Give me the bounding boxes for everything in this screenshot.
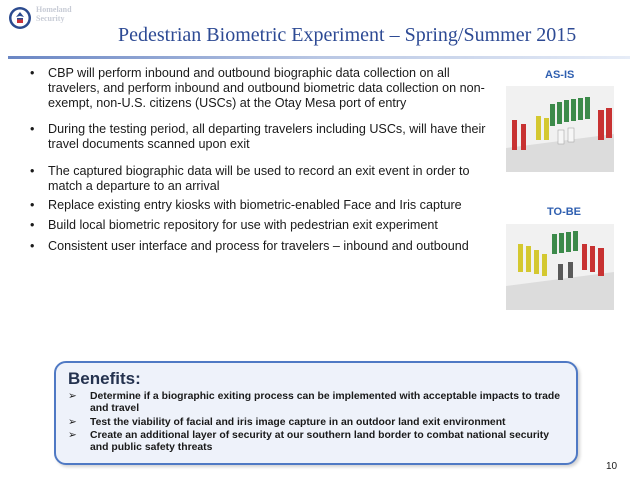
bullet-text: Consistent user interface and process for travelers – inbound and outbound — [48, 239, 469, 253]
bullet-marker: • — [30, 122, 35, 136]
agency-name — [36, 5, 72, 23]
bullet-text: Replace existing entry kiosks with biometric-enabled Face and Iris capture — [48, 198, 462, 212]
benefit-text: Test the viability of facial and iris image capture in an outdoor land exit environment — [90, 417, 506, 428]
benefit-item — [68, 391, 568, 415]
bullet-marker: • — [30, 218, 35, 232]
bullet-text: The captured biographic data will be used to record an exit event in order to match a departure to an arrival — [48, 164, 470, 193]
bullet-item — [30, 198, 488, 213]
bullet-marker: • — [30, 198, 35, 212]
bullet-marker: • — [30, 66, 35, 80]
benefits-list — [68, 391, 568, 454]
arrow-bullet-icon: ➢ — [68, 391, 77, 402]
bullet-item — [30, 164, 488, 194]
benefits-title: Benefits: — [68, 369, 141, 388]
arrow-bullet-icon: ➢ — [68, 430, 77, 441]
bullet-item — [30, 239, 488, 254]
to-be-label: TO-BE — [547, 206, 582, 218]
arrow-bullet-icon: ➢ — [68, 417, 77, 428]
bullet-item — [30, 218, 488, 233]
to-be-image — [506, 224, 614, 310]
bullet-item — [30, 66, 488, 111]
title-divider — [8, 56, 630, 59]
benefit-item — [68, 430, 568, 454]
benefit-item — [68, 417, 568, 429]
dhs-seal-icon — [8, 6, 32, 30]
agency-line-1: Homeland — [36, 5, 72, 14]
benefit-text: Determine if a biographic exiting process can be implemented with acceptable impacts to trade and travel — [90, 391, 561, 414]
agency-line-2: Security — [36, 14, 65, 23]
page-number: 10 — [606, 461, 618, 472]
as-is-label: AS-IS — [545, 69, 575, 81]
benefit-text: Create an additional layer of security at our southern land border to combat national security and public safety threats — [90, 430, 550, 453]
bullet-list — [30, 66, 488, 254]
as-is-image — [506, 86, 614, 172]
bullet-marker: • — [30, 239, 35, 253]
bullet-text: Build local biometric repository for use with pedestrian exit experiment — [48, 218, 438, 232]
bullet-item — [30, 122, 488, 152]
bullet-text: During the testing period, all departing travelers including USCs, will have their travel documents scanned upon exit — [48, 122, 486, 151]
bullet-marker: • — [30, 164, 35, 178]
benefits-box — [54, 361, 578, 465]
slide-title: Pedestrian Biometric Experiment – Spring/Summer 2015 — [118, 24, 577, 46]
bullet-text: CBP will perform inbound and outbound biographic data collection on all travelers, and perform inbound and outbound biometric data collection on non-exempt, non-U.S. citizens (USCs) at the Otay Mesa port of entry — [48, 66, 485, 110]
